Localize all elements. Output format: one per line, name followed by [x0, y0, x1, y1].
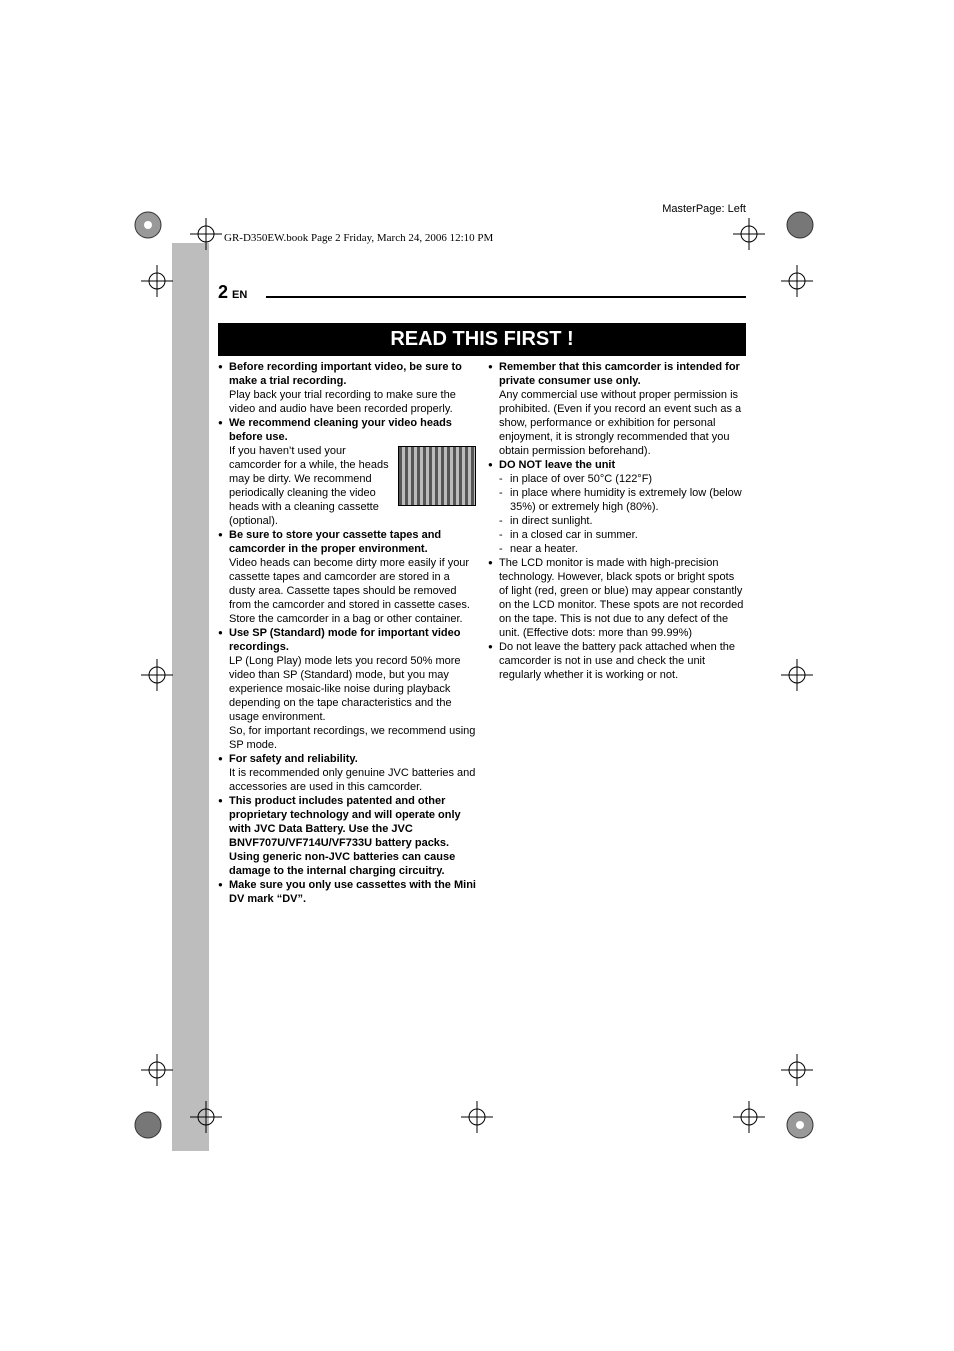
item-text: If you haven’t used your camcorder for a while, the heads may be dirty. We recommend periodically cleaning the video heads with a cleaning cassette (optional). [229, 445, 389, 527]
item-heading: ● Remember that this camcorder is intended for private consumer use only. [499, 361, 740, 387]
sub-item: - in place where humidity is extremely low (below 35%) or extremely high (80%). [499, 486, 746, 514]
registration-mark-icon [128, 1105, 168, 1145]
item-text: Any commercial use without proper permission is prohibited. (Even if you record an event such as a show, performance or exhibition for personal enjoyment, it is strongly recommended that you obtain permission beforehand). [499, 389, 742, 457]
list-item [218, 626, 476, 752]
list-item [218, 794, 476, 878]
book-info-line: GR-D350EW.book Page 2 Friday, March 24, 2006 12:10 PM [224, 232, 494, 244]
sub-item: - near a heater. [499, 542, 746, 556]
item-heading: ● DO NOT leave the unit [499, 459, 616, 471]
crosshair-mark-icon [733, 218, 765, 250]
list-item [488, 458, 746, 556]
item-text: Video heads can become dirty more easily if your cassette tapes and camcorder are stored in a dusty area. Cassette tapes should be removed from the camcorder and stored in cassette cases. Store the camcorder in a bag or other container. [229, 557, 470, 625]
page-lang: EN [232, 289, 248, 301]
sub-item: - in direct sunlight. [499, 514, 746, 528]
item-heading: ● We recommend cleaning your video heads before use. [229, 417, 452, 443]
list-item [218, 752, 476, 794]
crosshair-mark-icon [461, 1101, 493, 1133]
registration-mark-icon [780, 205, 820, 245]
list-item [218, 878, 476, 906]
masterpage-label: MasterPage: Left [662, 203, 746, 215]
crosshair-mark-icon [141, 1054, 173, 1086]
crosshair-mark-icon [733, 1101, 765, 1133]
sub-item: - in a closed car in summer. [499, 528, 746, 542]
left-column [218, 360, 476, 906]
sub-item: - in place of over 50°C (122°F) [499, 472, 746, 486]
list-item [218, 360, 476, 416]
item-heading: ● This product includes patented and other proprietary technology and will operate only with JVC Data Battery. Use the JVC BNVF707U/VF714U/VF733U battery packs. Using generic non-JVC batteries can cause damage to the internal charging circuitry. [229, 795, 461, 877]
list-item [488, 360, 746, 458]
item-text: LP (Long Play) mode lets you record 50% more video than SP (Standard) mode, but you may experience mosaic-like noise during playback depending on the tape characteristics and the usage environment. [229, 655, 461, 723]
item-text: ● The LCD monitor is made with high-precision technology. However, black spots or bright spots of light (red, green or blue) may appear constantly on the LCD monitor. These spots are not recorded on the tape. This is not due to any defect of the unit. (Effective dots: more than 99.99%) [499, 557, 744, 639]
registration-mark-icon [780, 1105, 820, 1145]
crosshair-mark-icon [781, 1054, 813, 1086]
list-item [218, 528, 476, 626]
list-item [488, 556, 746, 640]
crosshair-mark-icon [190, 1101, 222, 1133]
item-heading: ● Before recording important video, be sure to make a trial recording. [229, 361, 462, 387]
item-text: ● Do not leave the battery pack attached when the camcorder is not in use and check the unit regularly whether it is working or not. [499, 641, 736, 681]
item-text: So, for important recordings, we recommend using SP mode. [229, 725, 476, 751]
crosshair-mark-icon [781, 659, 813, 691]
page-number [218, 282, 247, 303]
header-rule [266, 296, 746, 298]
page-number-digit: 2 [218, 282, 229, 302]
video-noise-illustration [398, 446, 476, 506]
item-heading: ● Be sure to store your cassette tapes and camcorder in the proper environment. [229, 529, 442, 555]
registration-mark-icon [128, 205, 168, 245]
right-column [488, 360, 746, 682]
item-heading: ● For safety and reliability. [229, 753, 358, 765]
gray-side-bar [172, 243, 209, 1151]
list-item [218, 416, 476, 528]
list-item [488, 640, 746, 682]
item-heading: ● Use SP (Standard) mode for important video recordings. [229, 627, 461, 653]
item-text: It is recommended only genuine JVC batteries and accessories are used in this camcorder. [229, 767, 476, 793]
crosshair-mark-icon [141, 659, 173, 691]
crosshair-mark-icon [781, 265, 813, 297]
crosshair-mark-icon [141, 265, 173, 297]
item-text: Play back your trial recording to make sure the video and audio have been recorded properly. [229, 389, 456, 415]
page-title: READ THIS FIRST ! [218, 323, 746, 356]
crosshair-mark-icon [190, 218, 222, 250]
item-heading: ● Make sure you only use cassettes with the Mini DV mark “DV”. [229, 879, 476, 905]
